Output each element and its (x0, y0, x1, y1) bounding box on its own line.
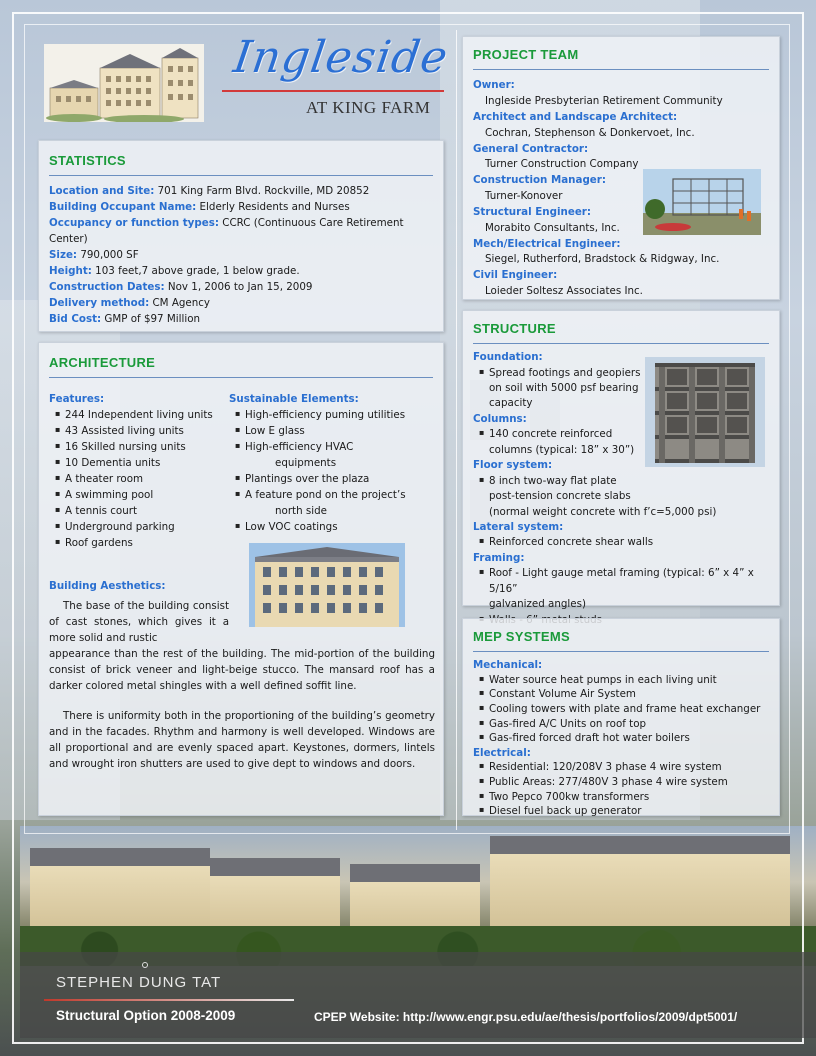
mechanical-label: Mechanical: (473, 659, 543, 672)
list-item-text: Spread footings and geopiers (489, 366, 641, 379)
stat-value: Elderly Residents and Nurses (196, 201, 350, 214)
team-role: General Contractor: (473, 142, 589, 155)
list-item: ▪ 244 Independent living units (55, 408, 229, 424)
statistics-heading: STATISTICS (49, 153, 126, 168)
list-item: ▪ Gas-fired A/C Units on roof top (479, 717, 769, 732)
architecture-lists (49, 392, 433, 562)
list-item: ▪ Underground parking (55, 520, 229, 536)
list-item: ▪ Constant Volume Air System (479, 687, 769, 702)
mep-systems-panel (462, 618, 780, 816)
list-item-continuation: (normal weight concrete with f’c=5,000 psi) (489, 505, 717, 518)
structure-heading: STRUCTURE (473, 321, 556, 336)
list-item: ▪ Gas-fired forced draft hot water boilers (479, 731, 769, 746)
electrical-list (473, 760, 769, 818)
team-role: Mech/Electrical Engineer: (473, 237, 621, 250)
aesthetics-paragraph-2: There is uniformity both in the proportioning of the building’s geometry and in the facades. Rhythm and harmony is well developed. Windows are all proportional and are evenly spaced apart. Keystones, dormers, lintels and wrought iron shutters are used to give dept to windows and doors. (49, 709, 435, 770)
heading-rule (473, 651, 769, 652)
list-item: ▪ Diesel fuel back up generator (479, 804, 769, 819)
list-item: ▪ A theater room (55, 472, 229, 488)
list-item-continuation: columns (typical: 18” x 30”) (489, 443, 635, 456)
architecture-panel (38, 342, 444, 816)
stat-row (49, 216, 433, 248)
team-role: Architect and Landscape Architect: (473, 110, 678, 123)
heading-rule (49, 175, 433, 176)
project-team-panel (462, 36, 780, 300)
heading-rule (49, 377, 433, 378)
cpep-website-link[interactable]: CPEP Website: http://www.engr.psu.edu/ae/thesis/portfolios/2009/dpt5001/ (314, 1010, 738, 1024)
list-item-continuation: equipments (275, 456, 337, 469)
team-member: Morabito Consultants, Inc. (485, 221, 620, 234)
structure-frame-photo (645, 357, 765, 467)
list-item-text: High-efficiency puming utilities (245, 409, 406, 422)
stat-value: Nov 1, 2006 to Jan 15, 2009 (164, 280, 313, 293)
team-member: Cochran, Stephenson & Donkervoet, Inc. (485, 126, 695, 139)
team-member: Turner Construction Company (485, 158, 639, 171)
features-label: Features: (49, 393, 105, 406)
logo-subtitle: AT KING FARM (306, 98, 431, 117)
architecture-heading: ARCHITECTURE (49, 355, 156, 370)
list-item (479, 566, 769, 612)
statistics-panel (38, 140, 444, 332)
logo-title: Ingleside (230, 32, 452, 83)
stat-value: CCRC (Continuous Care Retirement Center) (49, 217, 404, 245)
list-item-text: Low E glass (245, 425, 305, 438)
lateral-system-label: Lateral system: (473, 520, 564, 533)
stat-row (49, 184, 433, 200)
list-item (235, 488, 439, 520)
footer-rule (44, 999, 294, 1001)
list-item (235, 408, 439, 424)
structure-panel (462, 310, 780, 611)
stat-value: 701 King Farm Blvd. Rockville, MD 20852 (154, 185, 370, 198)
team-role: Structural Engineer: (473, 205, 592, 218)
features-column (49, 392, 229, 552)
floor-system-label: Floor system: (473, 459, 553, 472)
list-item: ▪ 10 Dementia units (55, 456, 229, 472)
stat-row (49, 200, 433, 216)
list-item-continuation: north side (275, 504, 327, 517)
logo-building-illustration (44, 44, 204, 122)
logo-underline (222, 90, 444, 92)
list-item (479, 474, 769, 520)
stat-label: Location and Site: (49, 185, 155, 198)
mep-heading: MEP SYSTEMS (473, 629, 570, 644)
team-role: Construction Manager: (473, 174, 606, 187)
stat-label: Bid Cost: (49, 312, 102, 325)
heading-rule (473, 343, 769, 344)
construction-site-photo (643, 169, 761, 235)
list-item: ▪ Cooling towers with plate and frame heat exchanger (479, 702, 769, 717)
stat-row (49, 296, 433, 312)
stat-value: 103 feet,7 above grade, 1 below grade. (91, 264, 300, 277)
list-item (235, 424, 439, 440)
list-item-continuation: on soil with 5000 psf bearing (489, 382, 639, 395)
list-item: ▪ Reinforced concrete shear walls (479, 535, 769, 550)
framing-label: Framing: (473, 551, 525, 564)
stat-label: Construction Dates: (49, 280, 165, 293)
stat-value: GMP of $97 Million (101, 312, 201, 325)
list-item-text: Low VOC coatings (245, 520, 338, 533)
list-item: ▪ A swimming pool (55, 488, 229, 504)
lateral-system-list (473, 535, 769, 550)
stat-row (49, 248, 433, 264)
footer-band (20, 952, 816, 1038)
list-item: ▪ Roof gardens (55, 536, 229, 552)
list-item: ▪ Water source heat pumps in each living unit (479, 673, 769, 688)
stat-label: Occupancy or function types: (49, 217, 219, 230)
list-item-text: Plantings over the plaza (245, 472, 370, 485)
aesthetics-paragraph-1b: appearance than the rest of the building. The mid-portion of the building consist of brick veneer and light-beige stucco. The mansard roof has a darker colored metal shingles with a well defined soffit line. (49, 647, 435, 692)
list-item-text: 8 inch two-way flat plate (489, 474, 617, 487)
features-list (49, 408, 229, 552)
column-divider (456, 30, 457, 830)
list-item-text: Roof - Light gauge metal framing (typical: 6” x 4” x 5/16” (489, 567, 754, 595)
author-name: STEPHEN DUNG TAT (56, 974, 222, 991)
footer-dot-icon (142, 962, 148, 968)
heading-rule (473, 69, 769, 70)
foundation-label: Foundation: (473, 351, 543, 364)
team-member: Turner-Konover (485, 190, 563, 203)
team-member: Loieder Soltesz Associates Inc. (485, 285, 643, 298)
list-item-text: A feature pond on the project’s (245, 488, 406, 501)
sustainable-label: Sustainable Elements: (229, 393, 359, 406)
list-item: ▪ 43 Assisted living units (55, 424, 229, 440)
stat-label: Delivery method: (49, 296, 150, 309)
stat-label: Size: (49, 248, 78, 261)
stat-row (49, 264, 433, 280)
list-item (235, 440, 439, 472)
stat-row (49, 312, 433, 328)
stat-value: 790,000 SF (77, 248, 139, 261)
stat-value: CM Agency (149, 296, 211, 309)
stat-row (49, 280, 433, 296)
list-item-continuation: post-tension concrete slabs (489, 490, 631, 503)
columns-label: Columns: (473, 412, 527, 425)
statistics-list (49, 184, 433, 328)
electrical-label: Electrical: (473, 746, 531, 759)
list-item: ▪ Two Pepco 700kw transformers (479, 790, 769, 805)
stat-label: Height: (49, 264, 92, 277)
project-team-heading: PROJECT TEAM (473, 47, 579, 62)
aesthetics-label: Building Aesthetics: (49, 580, 166, 592)
aesthetics-text (49, 599, 435, 787)
mep-list (473, 658, 769, 819)
list-item: ▪ Residential: 120/208V 3 phase 4 wire system (479, 760, 769, 775)
list-item: ▪ 16 Skilled nursing units (55, 440, 229, 456)
list-item-text: High-efficiency HVAC (245, 441, 354, 453)
team-role: Owner: (473, 79, 515, 92)
sustainable-column (229, 392, 439, 536)
team-member: Ingleside Presbyterian Retirement Community (485, 94, 723, 107)
list-item: ▪ A tennis court (55, 504, 229, 520)
list-item (235, 520, 439, 536)
sustainable-list (229, 408, 439, 536)
mechanical-list (473, 673, 769, 746)
stat-label: Building Occupant Name: (49, 201, 197, 214)
structural-option: Structural Option 2008-2009 (56, 1008, 236, 1023)
aesthetics-paragraph-1a: The base of the building consist of cast stones, which gives it a more solid and rustic (49, 600, 229, 644)
team-role: Civil Engineer: (473, 269, 558, 282)
list-item (235, 472, 439, 488)
list-item-continuation: capacity (489, 397, 533, 410)
list-item-text: 140 concrete reinforced (489, 428, 613, 441)
list-item-continuation: galvanized angles) (489, 598, 586, 611)
team-member: Siegel, Rutherford, Bradstock & Ridgway, Inc. (485, 253, 720, 266)
list-item: ▪ Public Areas: 277/480V 3 phase 4 wire system (479, 775, 769, 790)
floor-system-list (473, 474, 769, 520)
